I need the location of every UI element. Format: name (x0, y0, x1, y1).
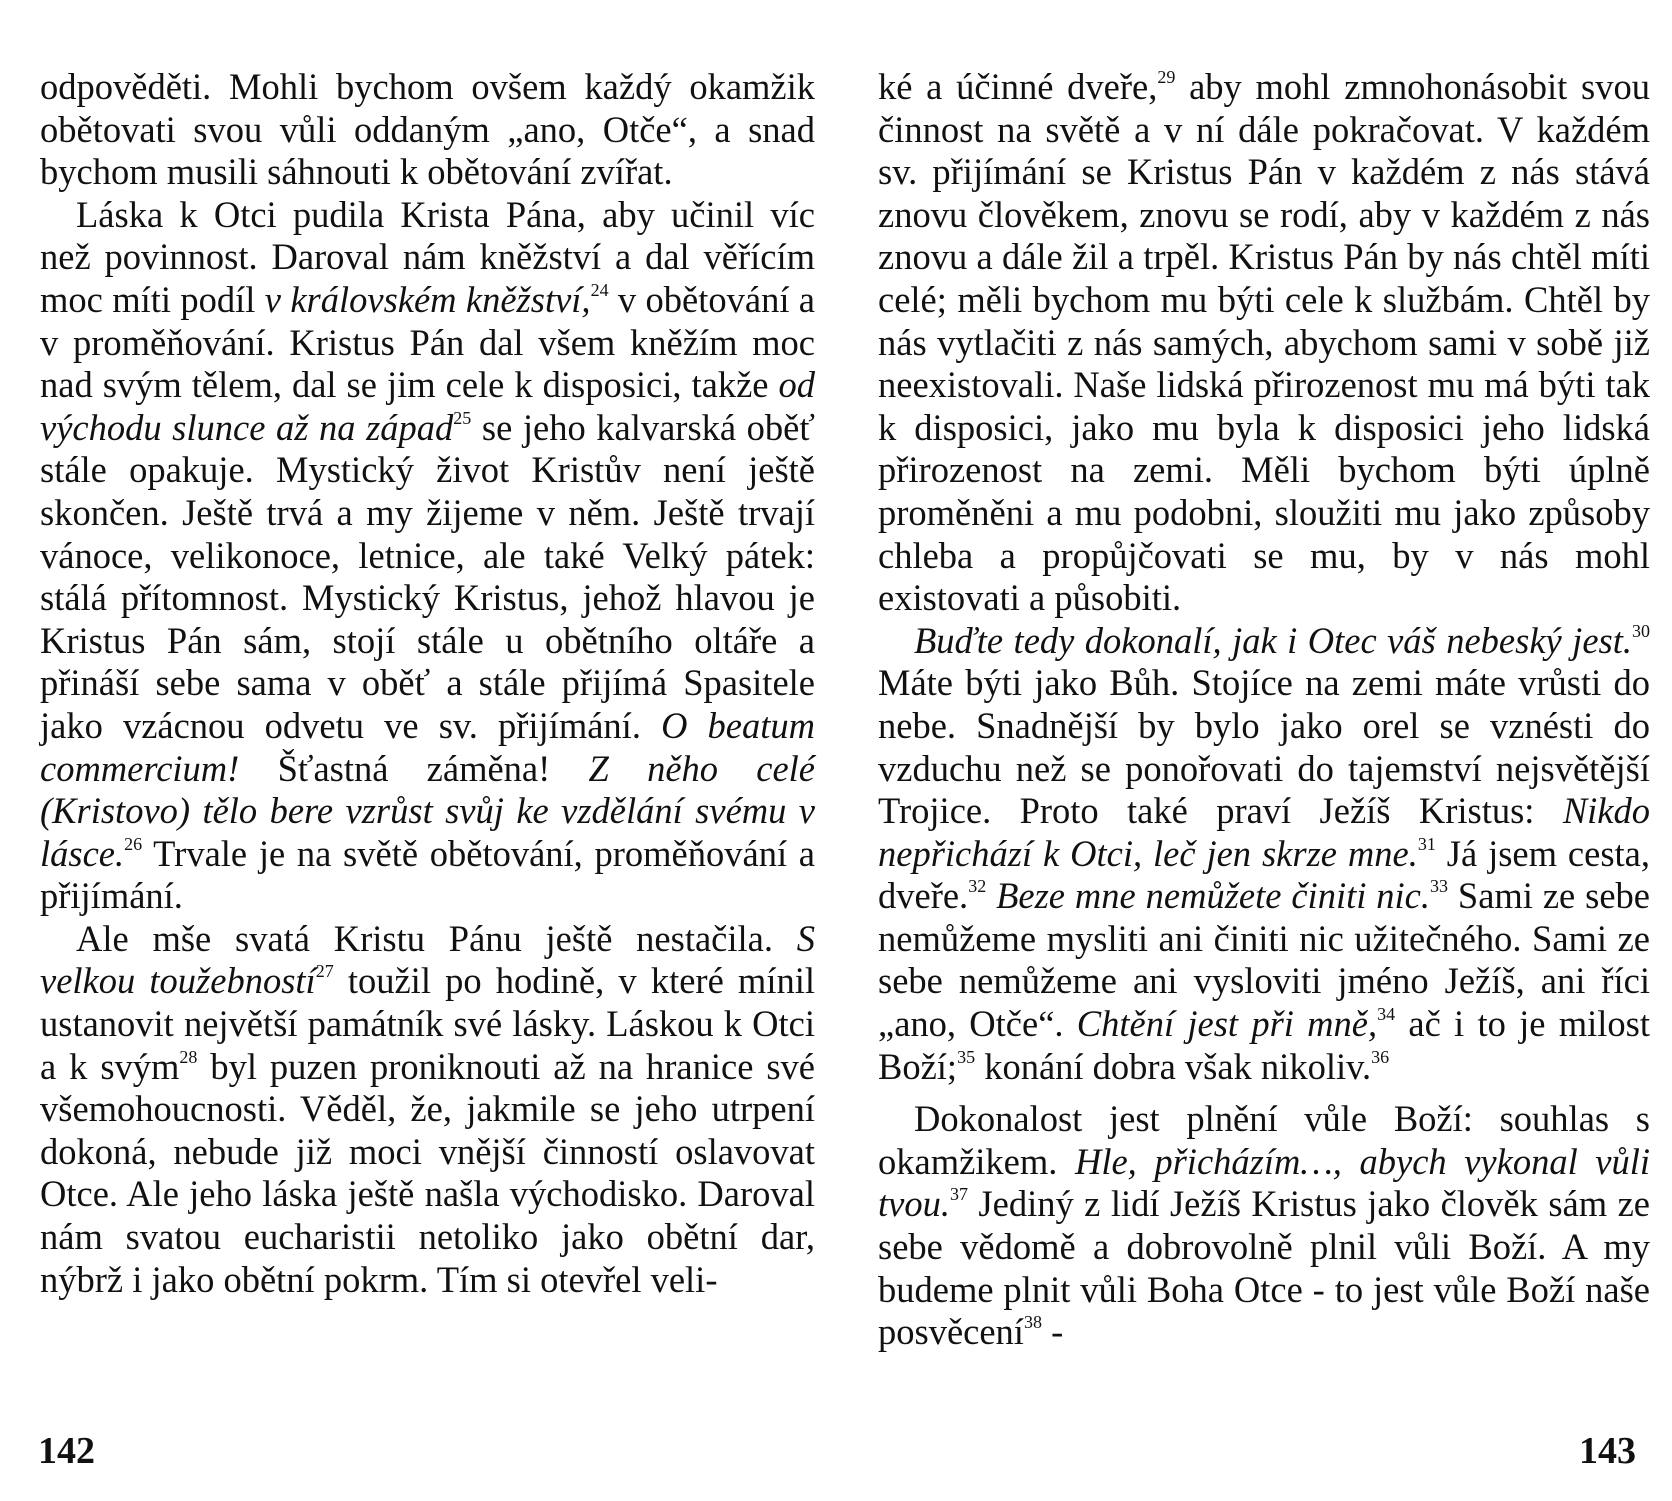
paragraph (40, 918, 815, 1301)
paragraph (878, 620, 1650, 1089)
text-run: Máte býti jako Bůh. Stojíce na zemi máte vrůsti do nebe. Snadnější by bylo jako orel se vznésti do vzduchu než se ponořovati do tajemství nejsvětější Trojice. Proto také praví Ježíš Kristus: (878, 662, 1650, 832)
italic-text: Beze mne nemůžete činiti nic. (996, 875, 1430, 917)
italic-text: O beatum commercium! (40, 704, 815, 789)
text-run: Láska k Otci pudila Krista Pána, aby učinil víc než povinnost. Daroval nám kněžství a dal věřícím moc míti podíl (40, 193, 815, 320)
italic-text: Z něho celé (Kristovo) tělo bere vzrůst svůj ke vzdělání svému v lásce. (40, 747, 815, 874)
left-page-text (40, 66, 815, 1301)
text-run: v obětování a v proměňování. Kristus Pán dal všem kněžím moc nad svým tělem, dal se jim cele k disposici, takže (40, 278, 816, 406)
footnote-ref: 34 (1377, 1004, 1396, 1025)
italic-text: Chtění jest při mně, (1076, 1003, 1378, 1045)
text-run: Šťastná záměna! (239, 747, 589, 789)
paragraph (40, 66, 815, 194)
text-run: Já jsem cesta, dveře. (878, 832, 1651, 917)
text-run: byl puzen proniknouti až na hranice své všemohoucnosti. Věděl, že, jakmile se jeho utrpení dokoná, nebude již moci vnější činností oslavovat Otce. Ale jeho láska ještě našla východisko. Daroval nám svatou eucharistii netoliko jako obětní dar, nýbrž i jako obětní pokrm. Tím si otevřel veli- (40, 1045, 815, 1300)
text-run: Trvale je na světě obětování, proměňování a přijímání. (40, 832, 815, 917)
footnote-ref: 25 (453, 407, 472, 428)
footnote-ref: 28 (179, 1046, 198, 1067)
footnote-ref: 30 (1632, 620, 1650, 641)
footnote-ref: 32 (968, 876, 987, 897)
footnote-ref: 35 (957, 1046, 976, 1067)
footnote-ref: 26 (124, 833, 143, 854)
footnote-ref: 33 (1430, 876, 1448, 897)
footnote-ref: 29 (1157, 67, 1176, 87)
footnote-ref: 37 (949, 1184, 968, 1205)
italic-text: od východu slunce až na západ (40, 364, 815, 448)
text-run: ač i to je milost Boží; (878, 1003, 1650, 1087)
text-run: se jeho kalvarská oběť stále opakuje. Mystický život Kristův není ještě skončen. Ještě trvá a my žijeme v něm. Ještě trvají vánoce, velikonoce, letnice, ale také Velký pátek: stálá přítomnost. Mystický Kristus, jehož hlavou je Kristus Pán sám, stojí stále u obětního oltáře a přináší sebe sama v oběť a stále přijímá Spasitele jako vzácnou odvetu ve sv. přijímání. (40, 406, 815, 746)
text-run: Ale mše svatá Kristu Pánu ještě nestačila. (76, 917, 797, 959)
italic-text: Nikdo nepřichází k Otci, leč jen skrze mne. (878, 790, 1650, 874)
paragraph (40, 194, 815, 918)
footnote-ref: 36 (1371, 1046, 1390, 1067)
footnote-ref: 27 (315, 961, 334, 982)
text-run (986, 875, 996, 916)
footnote-ref: 38 (1023, 1312, 1042, 1333)
text-run: odpověděti. Mohli bychom ovšem každý okamžik obětovati svou vůli oddaným „ano, Otče“, a snad bychom musili sáhnouti k obětování zvířat. (40, 66, 815, 193)
text-run: konání dobra však nikoliv. (975, 1045, 1372, 1087)
italic-text: v královském kněžství, (264, 278, 591, 320)
right-page-text (878, 66, 1650, 1354)
footnote-ref: 31 (1417, 833, 1436, 854)
paragraph (878, 1098, 1650, 1354)
text-run: Sami ze sebe nemůžeme mysliti ani činiti nic užitečného. Sami ze sebe nemůžeme ani vysloviti jméno Ježíš, ani říci „ano, Otče“. (878, 875, 1651, 1045)
text-run: toužil po hodině, v které mínil ustanovit největší památník své lásky. Láskou k Otci a k svým (40, 960, 815, 1087)
paragraph (878, 66, 1650, 620)
italic-text: Hle, přicházím…, abych vykonal vůli tvou. (878, 1140, 1650, 1225)
italic-text: S velkou toužebností (40, 917, 815, 1002)
text-run: aby mohl zmnohonásobit svou činnost na světě a v ní dále pokračovat. V každém sv. přijímání se Kristus Pán v každém z nás stává znovu člověkem, znovu se rodí, aby v každém z nás znovu a dále žil a trpěl. Kristus Pán by nás chtěl míti celé; měli bychom mu býti cele k službám. Chtěl by nás vytlačiti z nás samých, abychom sami v sobě již neexistovali. Naše lidská přirozenost mu má býti tak k disposici, jako mu byla k disposici jeho lidská přirozenost na zemi. Měli bychom býti úplně proměněni a mu podobni, sloužiti mu jako způsoby chleba a propůjčovati se mu, by v nás mohl existovati a působiti. (878, 66, 1651, 619)
text-run: ké a účinné dveře, (878, 66, 1158, 107)
right-page-number: 143 (1579, 1430, 1636, 1472)
italic-text: Buďte tedy dokonalí, jak i Otec váš nebeský jest. (914, 619, 1632, 661)
text-run: Jediný z lidí Ježíš Kristus jako člověk sám ze sebe vědomě a dobrovolně plnil vůli Boží. A my budeme plnit vůli Boha Otce - to jest vůle Boží naše posvěcení (878, 1183, 1650, 1353)
footnote-ref: 24 (590, 279, 609, 300)
text-run: - (1041, 1311, 1064, 1353)
text-run: Dokonalost jest plnění vůle Boží: souhlas s okamžikem. (878, 1098, 1650, 1182)
left-page-number: 142 (38, 1430, 95, 1472)
